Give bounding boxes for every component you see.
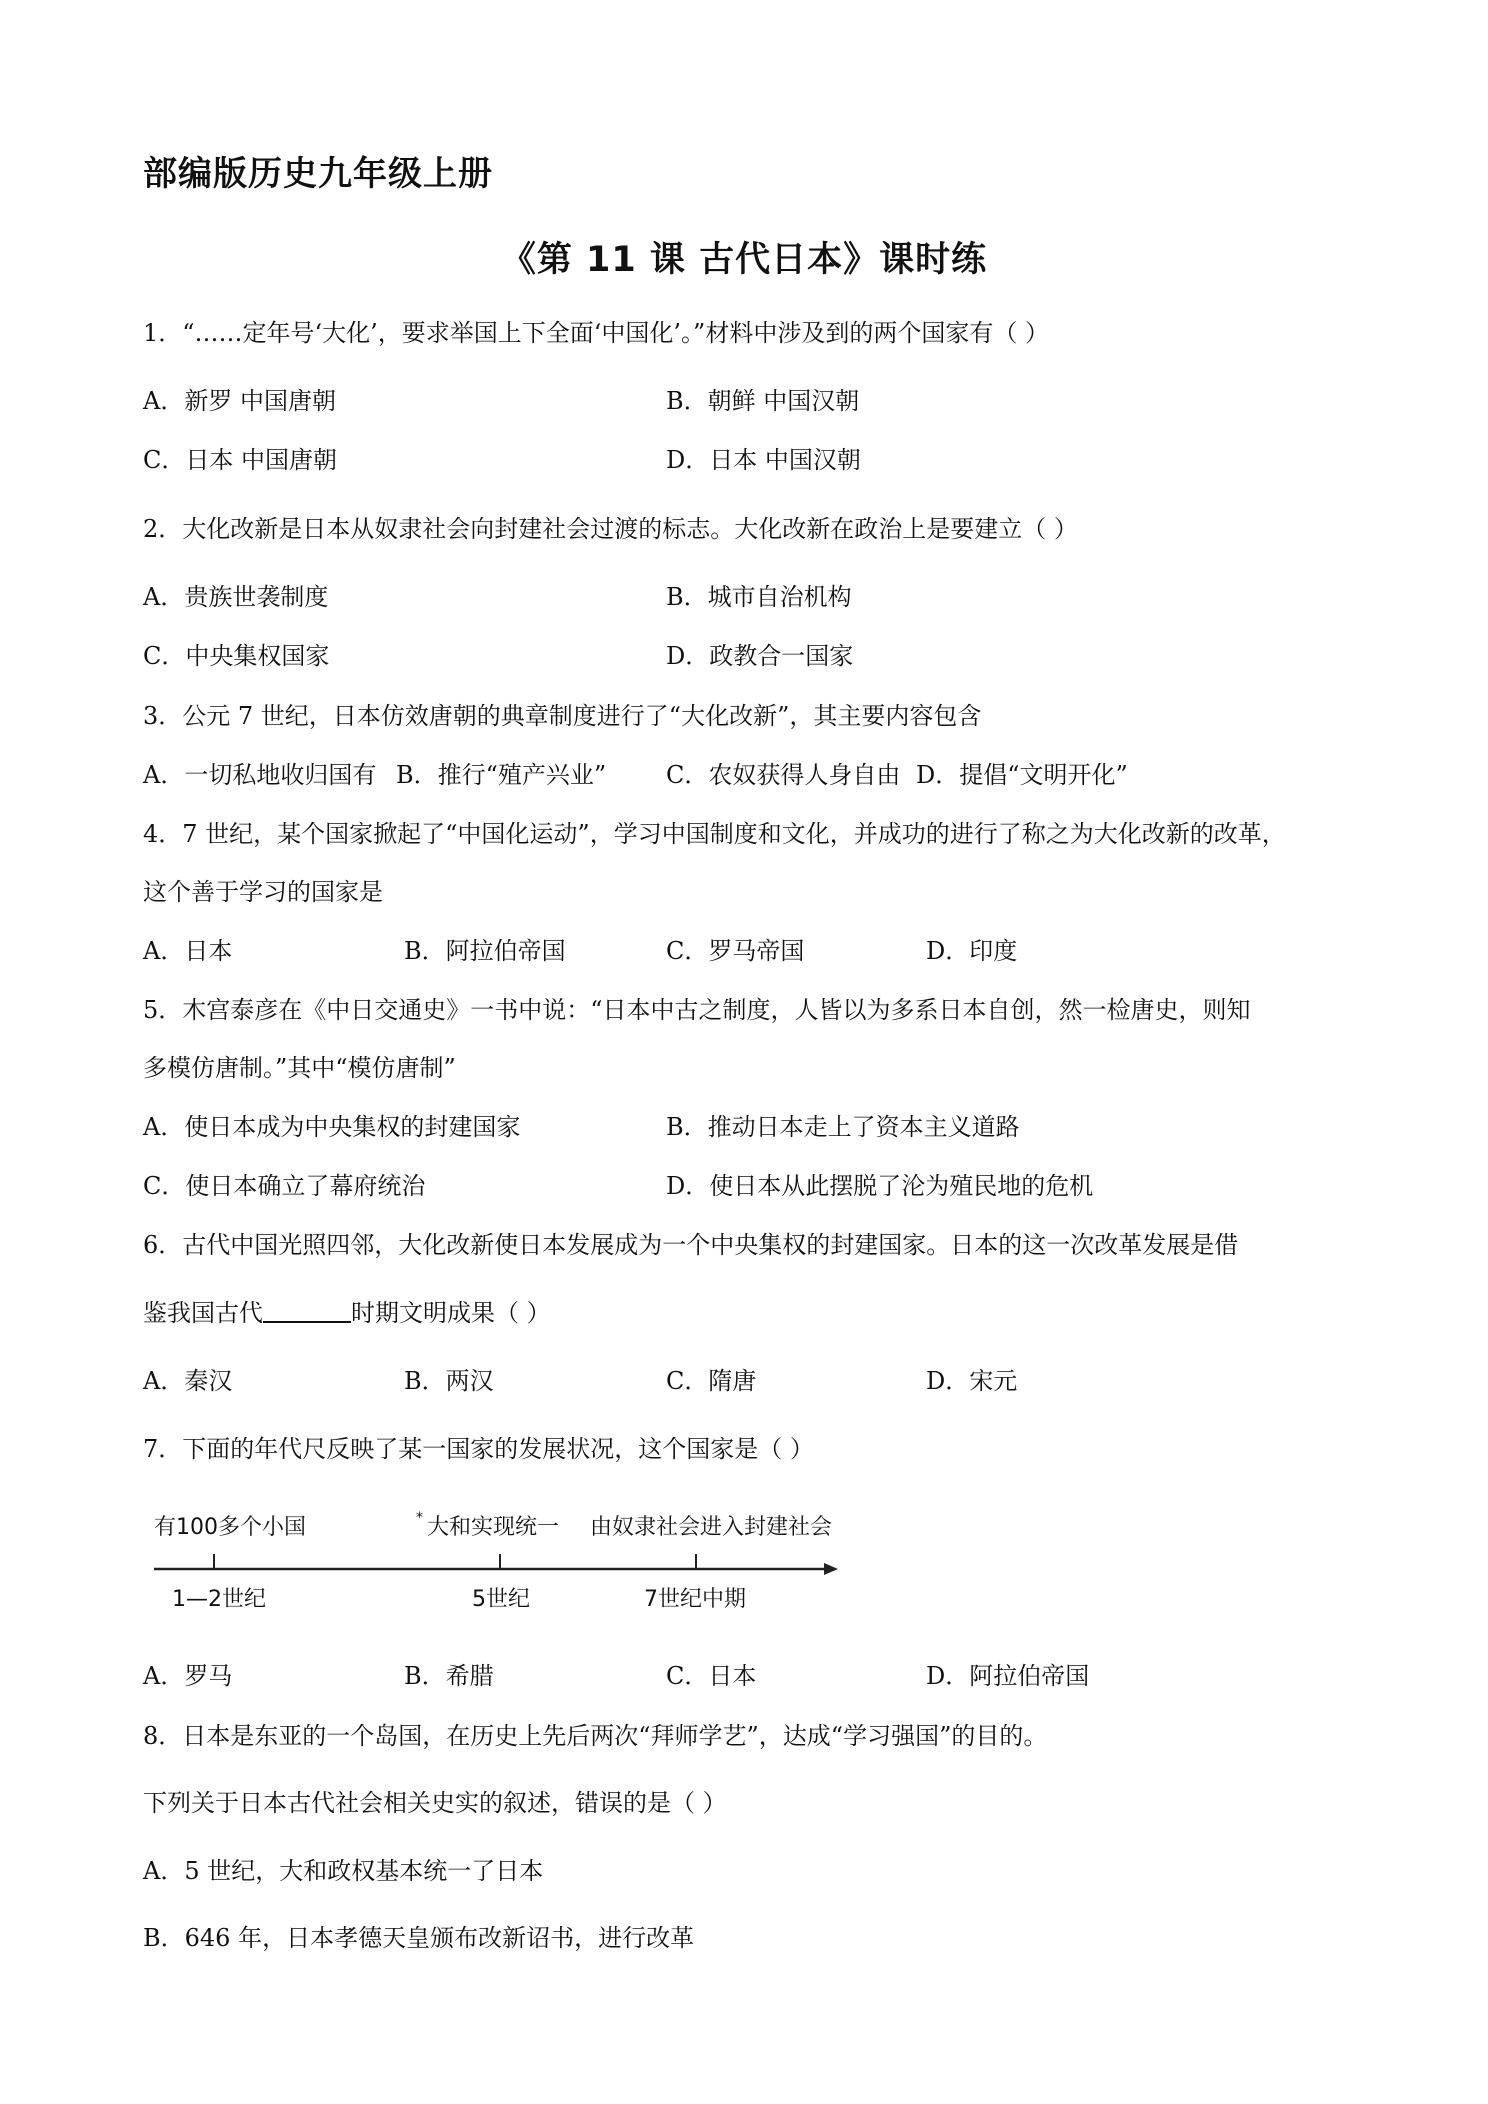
q7-option-d: D．阿拉伯帝国 xyxy=(926,1662,1090,1690)
q3-option-c: C．农奴获得人身自由 xyxy=(666,761,901,789)
q5-option-b: B．推动日本走上了资本主义道路 xyxy=(666,1113,1020,1141)
question-3-stem: 3．公元 7 世纪，日本仿效唐朝的典章制度进行了“大化改新”，其主要内容包含 xyxy=(143,702,982,730)
timeline-period-2: 5世纪 xyxy=(472,1587,530,1612)
question-6-stem-line2 xyxy=(143,1298,551,1328)
lesson-title: 《第 11 课 古代日本》课时练 xyxy=(500,240,988,280)
question-4-stem-line1: 4．7 世纪，某个国家掀起了“中国化运动”，学习中国制度和文化，并成功的进行了称之为大化改新的改革， xyxy=(143,820,1286,848)
timeline-arrowhead xyxy=(824,1563,838,1575)
question-1-stem: 1．“……定年号‘大化’，要求举国上下全面‘中国化’。”材料中涉及到的两个国家有（ ） xyxy=(143,319,1049,347)
q2-option-b: B．城市自治机构 xyxy=(666,583,852,611)
timeline-event-3: 由奴隶社会进入封建社会 xyxy=(590,1515,833,1540)
q2-option-a: A．贵族世袭制度 xyxy=(143,583,329,611)
q1-option-d: D．日本 中国汉朝 xyxy=(666,446,861,474)
book-title: 部编版历史九年级上册 xyxy=(143,154,493,194)
q2-option-c: C．中央集权国家 xyxy=(143,642,330,670)
q6-option-c: C．隋唐 xyxy=(666,1367,757,1395)
q5-option-c: C．使日本确立了幕府统治 xyxy=(143,1172,426,1200)
q6-option-d: D．宋元 xyxy=(926,1367,1018,1395)
timeline-marker: * xyxy=(416,1510,423,1526)
q1-option-b: B．朝鲜 中国汉朝 xyxy=(666,387,860,415)
q4-option-c: C．罗马帝国 xyxy=(666,937,805,965)
q5-option-a: A．使日本成为中央集权的封建国家 xyxy=(143,1113,521,1141)
q7-option-c: C．日本 xyxy=(666,1662,757,1690)
question-8-stem-line1: 8．日本是东亚的一个岛国，在历史上先后两次“拜师学艺”，达成“学习强国”的目的。 xyxy=(143,1722,1048,1750)
q7-option-a: A．罗马 xyxy=(143,1662,233,1690)
question-5-stem-line1: 5．木宫泰彦在《中日交通史》一书中说：“日本中古之制度，人皆以为多系日本自创，然一检唐史，则知 xyxy=(143,996,1251,1024)
timeline-event-1: 有100多个小国 xyxy=(154,1515,306,1540)
question-2-stem: 2．大化改新是日本从奴隶社会向封建社会过渡的标志。大化改新在政治上是要建立（ ） xyxy=(143,515,1078,543)
q8-option-b: B．646 年，日本孝德天皇颁布改新诏书，进行改革 xyxy=(143,1924,695,1952)
q1-option-a: A．新罗 中国唐朝 xyxy=(143,387,336,415)
q3-option-a: A．一切私地收归国有 xyxy=(143,761,377,789)
q8-option-a: A．5 世纪，大和政权基本统一了日本 xyxy=(143,1857,544,1885)
q4-option-b: B．阿拉伯帝国 xyxy=(404,937,566,965)
q7-option-b: B．希腊 xyxy=(404,1662,494,1690)
timeline-period-1: 1—2世纪 xyxy=(172,1587,266,1612)
timeline-figure xyxy=(148,1510,848,1620)
question-4-stem-line2: 这个善于学习的国家是 xyxy=(143,878,383,906)
q6-option-a: A．秦汉 xyxy=(143,1367,233,1395)
timeline-event-2-text: 大和实现统一 xyxy=(427,1515,560,1540)
question-7-stem: 7．下面的年代尺反映了某一国家的发展状况，这个国家是（ ） xyxy=(143,1435,814,1463)
fill-blank xyxy=(263,1299,351,1323)
q4-option-a: A．日本 xyxy=(143,937,233,965)
q6-stem-part2: 时期文明成果（ ） xyxy=(351,1299,551,1327)
timeline-period-3: 7世纪中期 xyxy=(644,1587,746,1612)
q1-option-c: C．日本 中国唐朝 xyxy=(143,446,337,474)
question-8-stem-line2: 下列关于日本古代社会相关史实的叙述，错误的是（ ） xyxy=(143,1789,727,1817)
q3-option-d: D．提倡“文明开化” xyxy=(916,761,1128,789)
question-5-stem-line2: 多模仿唐制。”其中“模仿唐制” xyxy=(143,1054,456,1082)
q5-option-d: D．使日本从此摆脱了沦为殖民地的危机 xyxy=(666,1172,1094,1200)
q3-option-b: B．推行“殖产兴业” xyxy=(396,761,607,789)
question-6-stem-line1: 6．古代中国光照四邻，大化改新使日本发展成为一个中央集权的封建国家。日本的这一次改革发展是借 xyxy=(143,1231,1239,1259)
q6-stem-part1: 鉴我国古代 xyxy=(143,1299,263,1327)
q4-option-d: D．印度 xyxy=(926,937,1018,965)
q2-option-d: D．政教合一国家 xyxy=(666,642,854,670)
q6-option-b: B．两汉 xyxy=(404,1367,494,1395)
